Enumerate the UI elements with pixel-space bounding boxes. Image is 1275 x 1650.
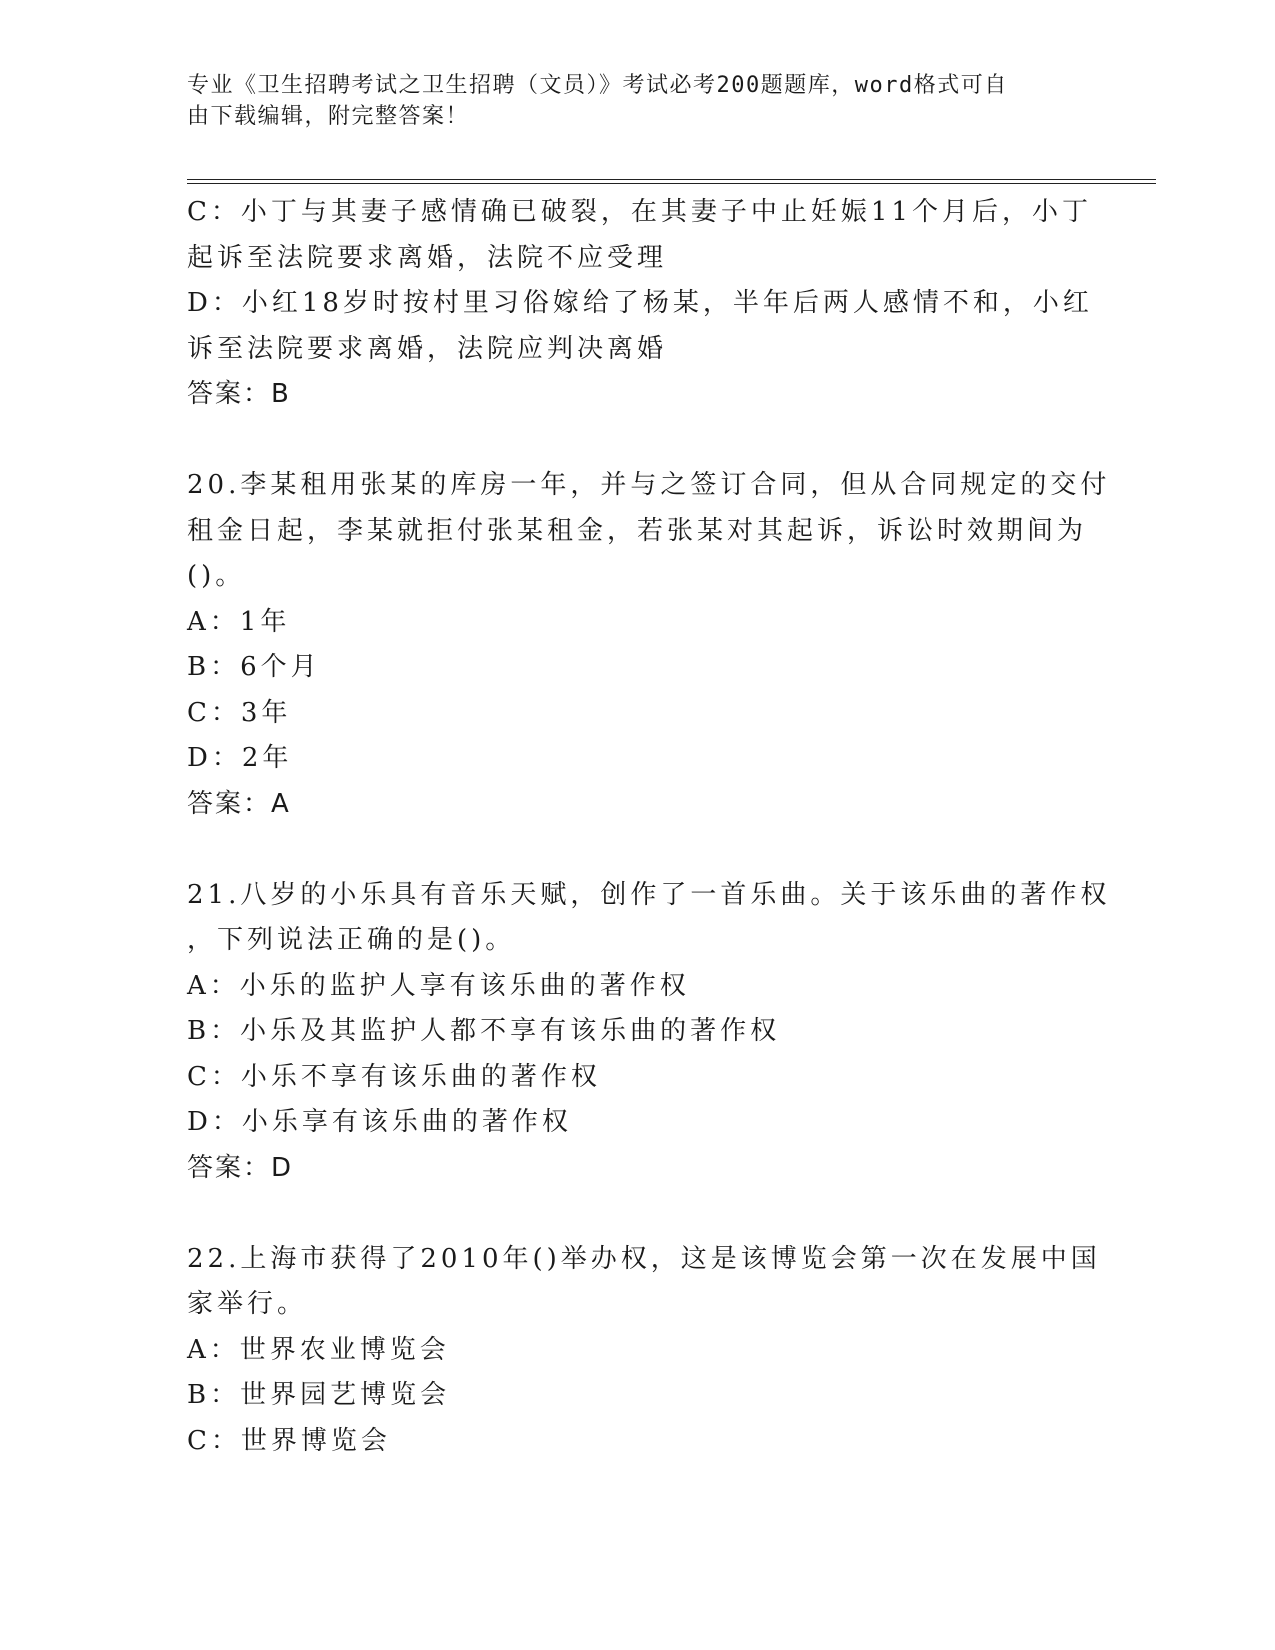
spacer [187,1191,1087,1237]
answer-21: 答案：D [187,1152,294,1183]
option-d: D：小乐享有该乐曲的著作权 [187,1107,572,1137]
option-c: C：小乐不享有该乐曲的著作权 [187,1061,601,1092]
question-21 [187,873,1111,1192]
option-d: D：2年 [187,743,293,773]
option-c-line-1: C：小丁与其妻子感情确已破裂，在其妻子中止妊娠11个月后，小丁 [187,197,1092,227]
option-c: C：世界博览会 [187,1425,391,1456]
spacer [187,418,1087,464]
option-c-line-2: 起诉至法院要求离婚，法院不应受理 [187,242,668,273]
option-a: A：1年 [187,606,291,637]
option-b: B：6个月 [187,652,321,682]
header-divider-top [187,179,1156,180]
question-20-line-3: ()。 [187,561,246,591]
question-20-line-1: 20.李某租用张某的库房一年，并与之签订合同，但从合同规定的交付 [187,470,1111,500]
question-21-line-1: 21.八岁的小乐具有音乐天赋，创作了一首乐曲。关于该乐曲的著作权 [187,879,1111,910]
header-line-1: 专业《卫生招聘考试之卫生招聘（文员）》考试必考200题题库，word格式可自 [187,73,1008,98]
spacer [187,827,1087,873]
option-d-line-1: D：小红18岁时按村里习俗嫁给了杨某，半年后两人感情不和，小红 [187,288,1093,318]
option-a: A：世界农业博览会 [187,1334,450,1365]
document-header [187,70,1087,132]
question-22-line-1: 22.上海市获得了2010年()举办权，这是该博览会第一次在发展中国 [187,1243,1101,1274]
header-divider-bottom [187,183,1156,184]
question-20-line-2: 租金日起，李某就拒付张某租金，若张某对其起诉，诉讼时效期间为 [187,515,1088,546]
question-20 [187,463,1111,827]
option-c: C：3年 [187,697,292,728]
answer-19: 答案：B [187,379,291,409]
document-body [187,190,1111,1464]
answer-20: 答案：A [187,788,291,819]
option-a: A：小乐的监护人享有该乐曲的著作权 [187,970,690,1001]
question-22 [187,1237,1101,1465]
question-22-line-2: 家举行。 [187,1289,308,1319]
option-d-line-2: 诉至法院要求离婚，法院应判决离婚 [187,333,668,364]
question-21-line-2: ，下列说法正确的是()。 [187,925,516,955]
header-line-2: 由下载编辑，附完整答案！ [187,104,470,129]
question-19-continued [187,190,1093,418]
option-b: B：小乐及其监护人都不享有该乐曲的著作权 [187,1016,781,1046]
option-b: B：世界园艺博览会 [187,1380,451,1410]
